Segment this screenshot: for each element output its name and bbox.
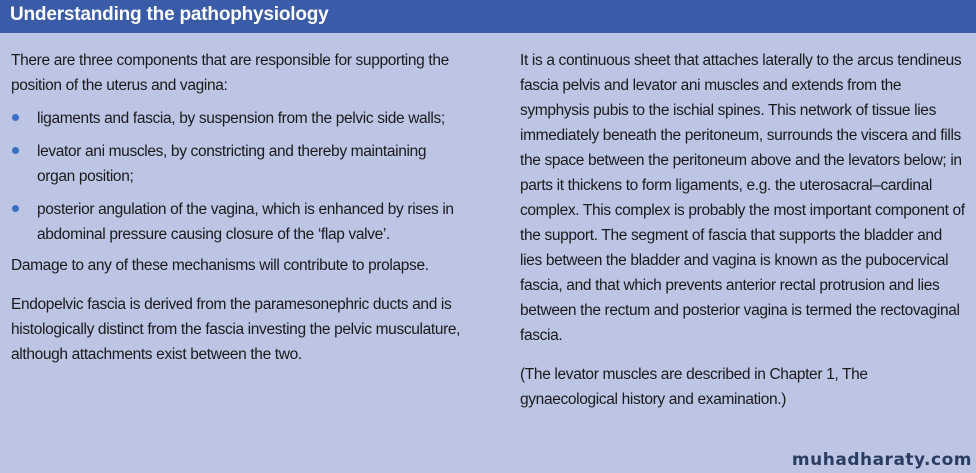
chapter-reference-note: (The levator muscles are described in Chapter 1, The gynaecological history and examination.)	[520, 366, 868, 408]
list-item	[11, 106, 461, 131]
intro-paragraph: There are three components that are responsible for supporting the position of the uterus and vagina:	[11, 52, 449, 94]
support-components-list	[11, 106, 461, 247]
endopelvic-paragraph: Endopelvic fascia is derived from the paramesonephric ducts and is histologically distinct from the fascia investing the pelvic musculature, although attachments exist between the two.	[11, 296, 461, 363]
site-watermark: muhadharaty.com	[791, 450, 972, 470]
damage-paragraph: Damage to any of these mechanisms will contribute to prolapse.	[11, 257, 429, 274]
left-column	[11, 48, 461, 367]
bullet-icon	[12, 114, 19, 121]
list-item-text: levator ani muscles, by constricting and thereby maintaining organ position;	[37, 143, 427, 185]
section-header	[0, 0, 976, 33]
list-item-text: ligaments and fascia, by suspension from the pelvic side walls;	[37, 110, 445, 127]
section-title: Understanding the pathophysiology	[10, 4, 329, 25]
fascia-description-paragraph: It is a continuous sheet that attaches laterally to the arcus tendineus fascia pelvis and levator ani muscles and extends from the symphysis pubis to the ischial spines. This network of tissue lies immediately beneath the peritoneum, surrounds the viscera and fills the space between the peritoneum above and the levators below; in parts it thickens to form ligaments, e.g. the uterosacral–cardinal complex. This complex is probably the most important component of the support. The segment of fascia that supports the bladder and lies between the bladder and vagina is known as the pubocervical fascia, and that which prevents anterior rectal protrusion and lies between the rectum and posterior vagina is termed the rectovaginal fascia.	[520, 52, 965, 344]
list-item-text: posterior angulation of the vagina, which is enhanced by rises in abdominal pressure causing closure of the ‘flap valve’.	[37, 201, 454, 243]
list-item	[11, 139, 461, 189]
right-column	[520, 48, 965, 412]
bullet-icon	[12, 147, 19, 154]
list-item	[11, 197, 461, 247]
bullet-icon	[12, 205, 19, 212]
